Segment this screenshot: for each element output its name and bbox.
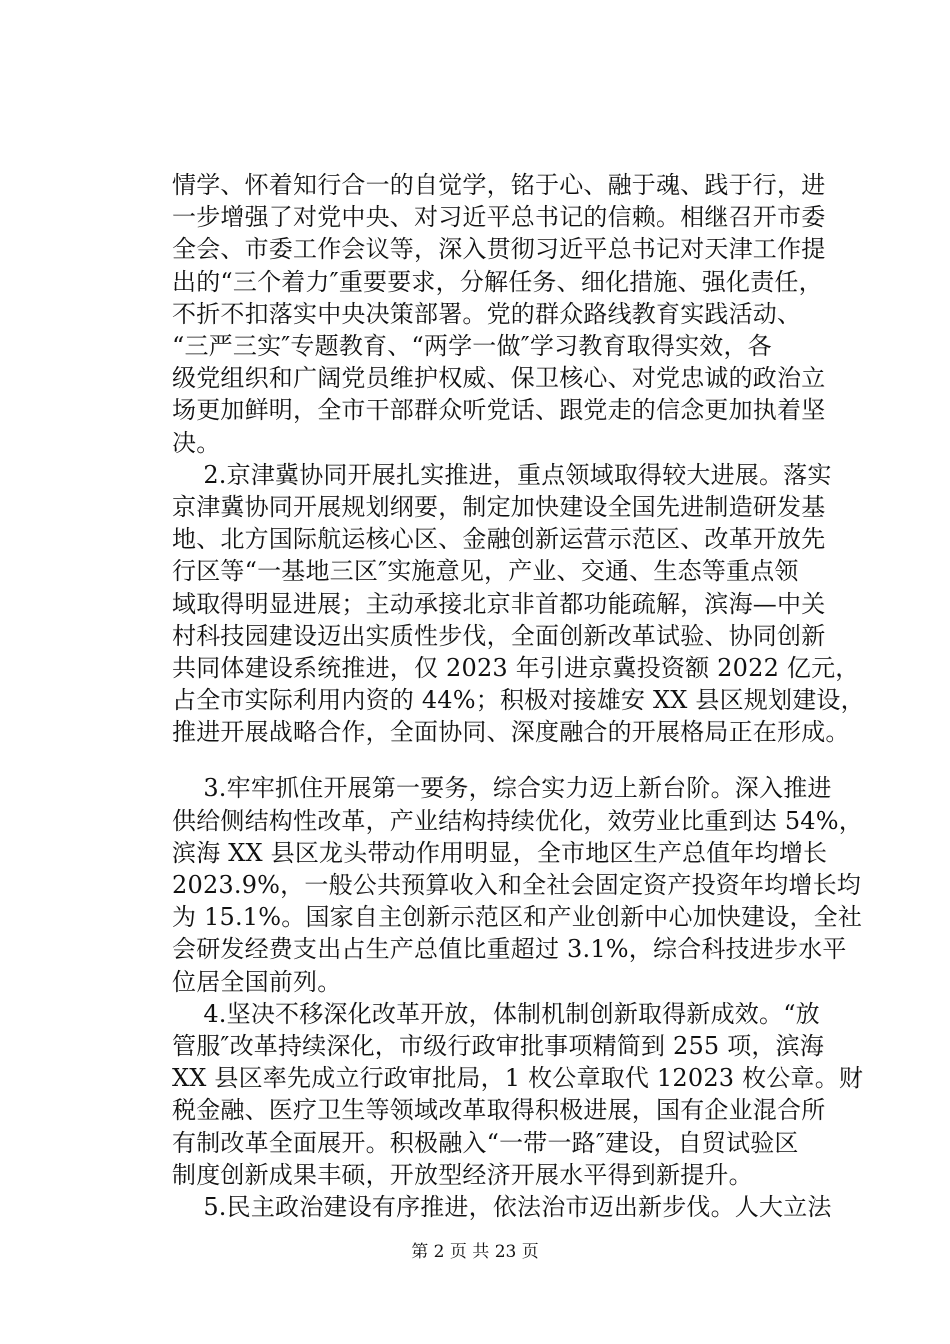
text-line: 制度创新成果丰硕，开放型经济开展水平得到新提升。 [172,1161,753,1189]
text-line: 场更加鲜明，全市干部群众听党话、跟党走的信念更加执着坚 [172,396,826,424]
text-line: 共同体建设系统推进，仅 2023 年引进京冀投资额 2022 亿元， [172,654,860,682]
text-line: 村科技园建设迈出实质性步伐，全面创新改革试验、协同创新 [172,622,826,650]
text-line: 京津冀协同开展规划纲要，制定加快建设全国先进制造研发基 [172,493,826,521]
text-line: 有制改革全面展开。积极融入“一带一路″建设，自贸试验区 [172,1129,799,1157]
text-line: 情学、怀着知行合一的自觉学，铭于心、融于魂、践于行，进 [172,171,826,199]
text-line: 为 15.1%。国家自主创新示范区和产业创新中心加快建设，全社 [172,903,863,931]
text-line: 2023.9%，一般公共预算收入和全社会固定资产投资年均增长均 [172,871,861,899]
text-line: 行区等“一基地三区″实施意见，产业、交通、生态等重点领 [172,557,799,585]
text-line: 全会、市委工作会议等，深入贯彻习近平总书记对天津工作提 [172,235,826,263]
text-line: 管服″改革持续深化，市级行政审批事项精简到 255 项，滨海 [172,1032,825,1060]
text-line: 供给侧结构性改革，产业结构持续优化，效劳业比重到达 54%， [172,807,863,835]
text-line: 占全市实际利用内资的 44%；积极对接雄安 XX 县区规划建设， [172,686,865,714]
text-line: 一步增强了对党中央、对习近平总书记的信赖。相继召开市委 [172,203,826,231]
text-line: 推进开展战略合作，全面协同、深度融合的开展格局正在形成。 [172,718,850,746]
text-line: 5.民主政治建设有序推进，依法治市迈出新步伐。人大立法 [172,1193,832,1221]
text-line: 滨海 XX 县区龙头带动作用明显，全市地区生产总值年均增长 [172,839,828,867]
page-number-footer: 第 2 页 共 23 页 [411,1242,539,1262]
text-line: 会研发经费支出占生产总值比重超过 3.1%，综合科技进步水平 [172,935,847,963]
text-line: 决。 [172,429,221,457]
text-line: 级党组织和广阔党员维护权威、保卫核心、对党忠诚的政治立 [172,364,826,392]
text-line: 税金融、医疗卫生等领域改革取得积极进展，国有企业混合所 [172,1096,826,1124]
text-line: 4.坚决不移深化改革开放，体制机制创新取得新成效。“放 [172,1000,820,1028]
text-line: 2.京津冀协同开展扎实推进，重点领域取得较大进展。落实 [172,461,832,489]
text-line: 地、北方国际航运核心区、金融创新运营示范区、改革开放先 [172,525,826,553]
text-line: XX 县区率先成立行政审批局，1 枚公章取代 12023 枚公章。财 [172,1064,864,1092]
text-line: 位居全国前列。 [172,968,342,996]
text-line: 不折不扣落实中央决策部署。党的群众路线教育实践活动、 [172,300,802,328]
text-line: 出的“三个着力″重要要求，分解任务、细化措施、强化责任， [172,268,823,296]
text-line: “三严三实″专题教育、“两学一做″学习教育取得实效，各 [172,332,772,360]
text-line: 3.牢牢抓住开展第一要务，综合实力迈上新台阶。深入推进 [172,774,832,802]
text-line: 域取得明显进展；主动承接北京非首都功能疏解，滨海—中关 [172,590,826,618]
